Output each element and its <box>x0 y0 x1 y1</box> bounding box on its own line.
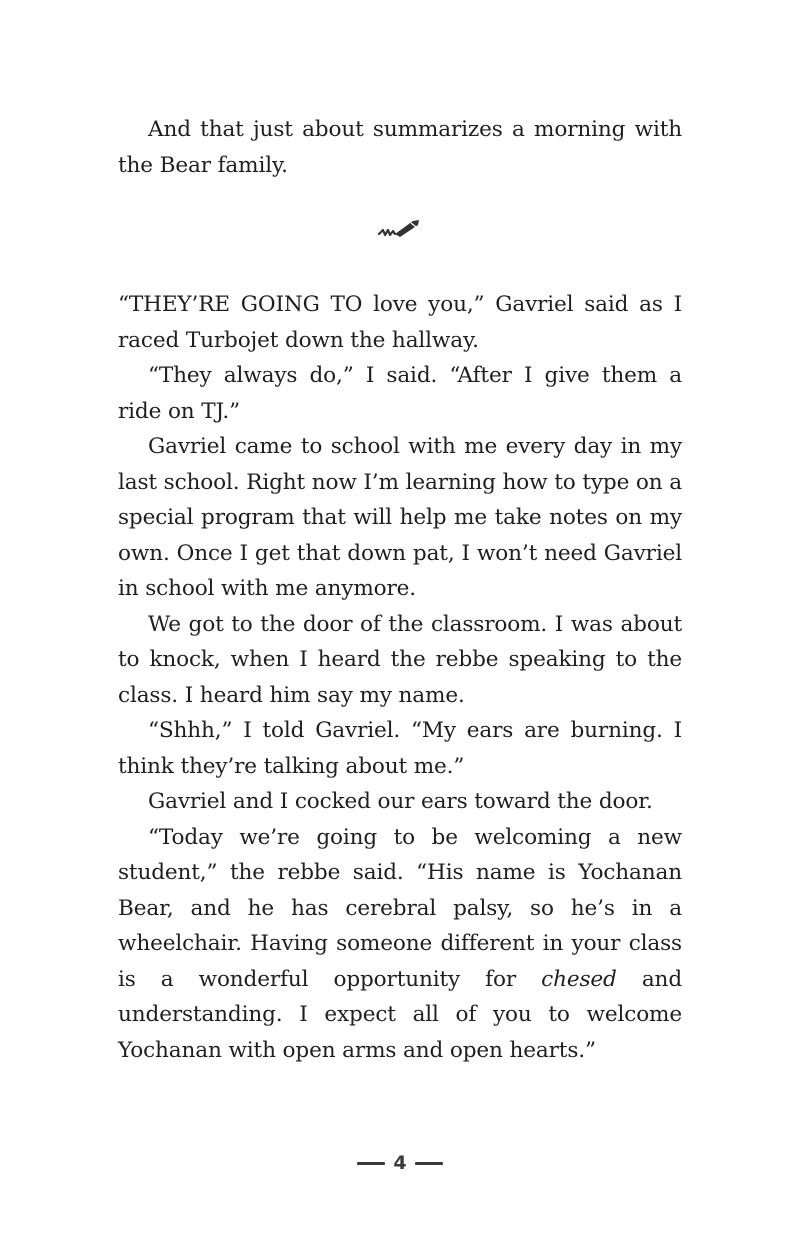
paragraph-5: “Shhh,” I told Gavriel. “My ears are burning. I think they’re talking about me.” <box>118 718 682 779</box>
pen-scribble-icon <box>377 216 423 240</box>
page-number: 4 <box>393 1152 407 1174</box>
paragraph-summary: And that just about summarizes a morning with the Bear family. <box>118 117 682 178</box>
page-body <box>118 112 682 1068</box>
paragraph-3: Gavriel came to school with me every day in my last school. Right now I’m learning how to type on a special program that will help me take notes on my own. Once I get that down pat, I won’t need Gavriel in school with me anymore. <box>118 434 682 601</box>
paragraph-1: “THEY’RE GOING TO love you,” Gavriel said as I raced Turbojet down the hallway. <box>118 292 682 353</box>
section-divider <box>118 183 682 273</box>
paragraph-7-italic: chesed <box>541 966 617 992</box>
right-dash <box>415 1162 443 1165</box>
left-dash <box>357 1162 385 1165</box>
paragraph-7-start: “Today we’re going to be welcoming a new student,” the rebbe said. “His name is Yochanan Bear, and he has cerebral palsy, so he’s in a wheelchair. Having someone different in your class is a wonderful opportunity for <box>118 824 682 992</box>
paragraph-7-end: and understanding. I expect all of you to welcome Yochanan with open arms and open hearts.” <box>118 966 682 1063</box>
paragraph-2: “They always do,” I said. “After I give them a ride on TJ.” <box>118 363 682 424</box>
page-number-footer <box>0 1152 800 1174</box>
paragraph-7 <box>118 820 682 1069</box>
paragraph-4: We got to the door of the classroom. I was about to knock, when I heard the rebbe speaking to the class. I heard him say my name. <box>118 611 682 708</box>
paragraph-6: Gavriel and I cocked our ears toward the door. <box>148 789 653 814</box>
